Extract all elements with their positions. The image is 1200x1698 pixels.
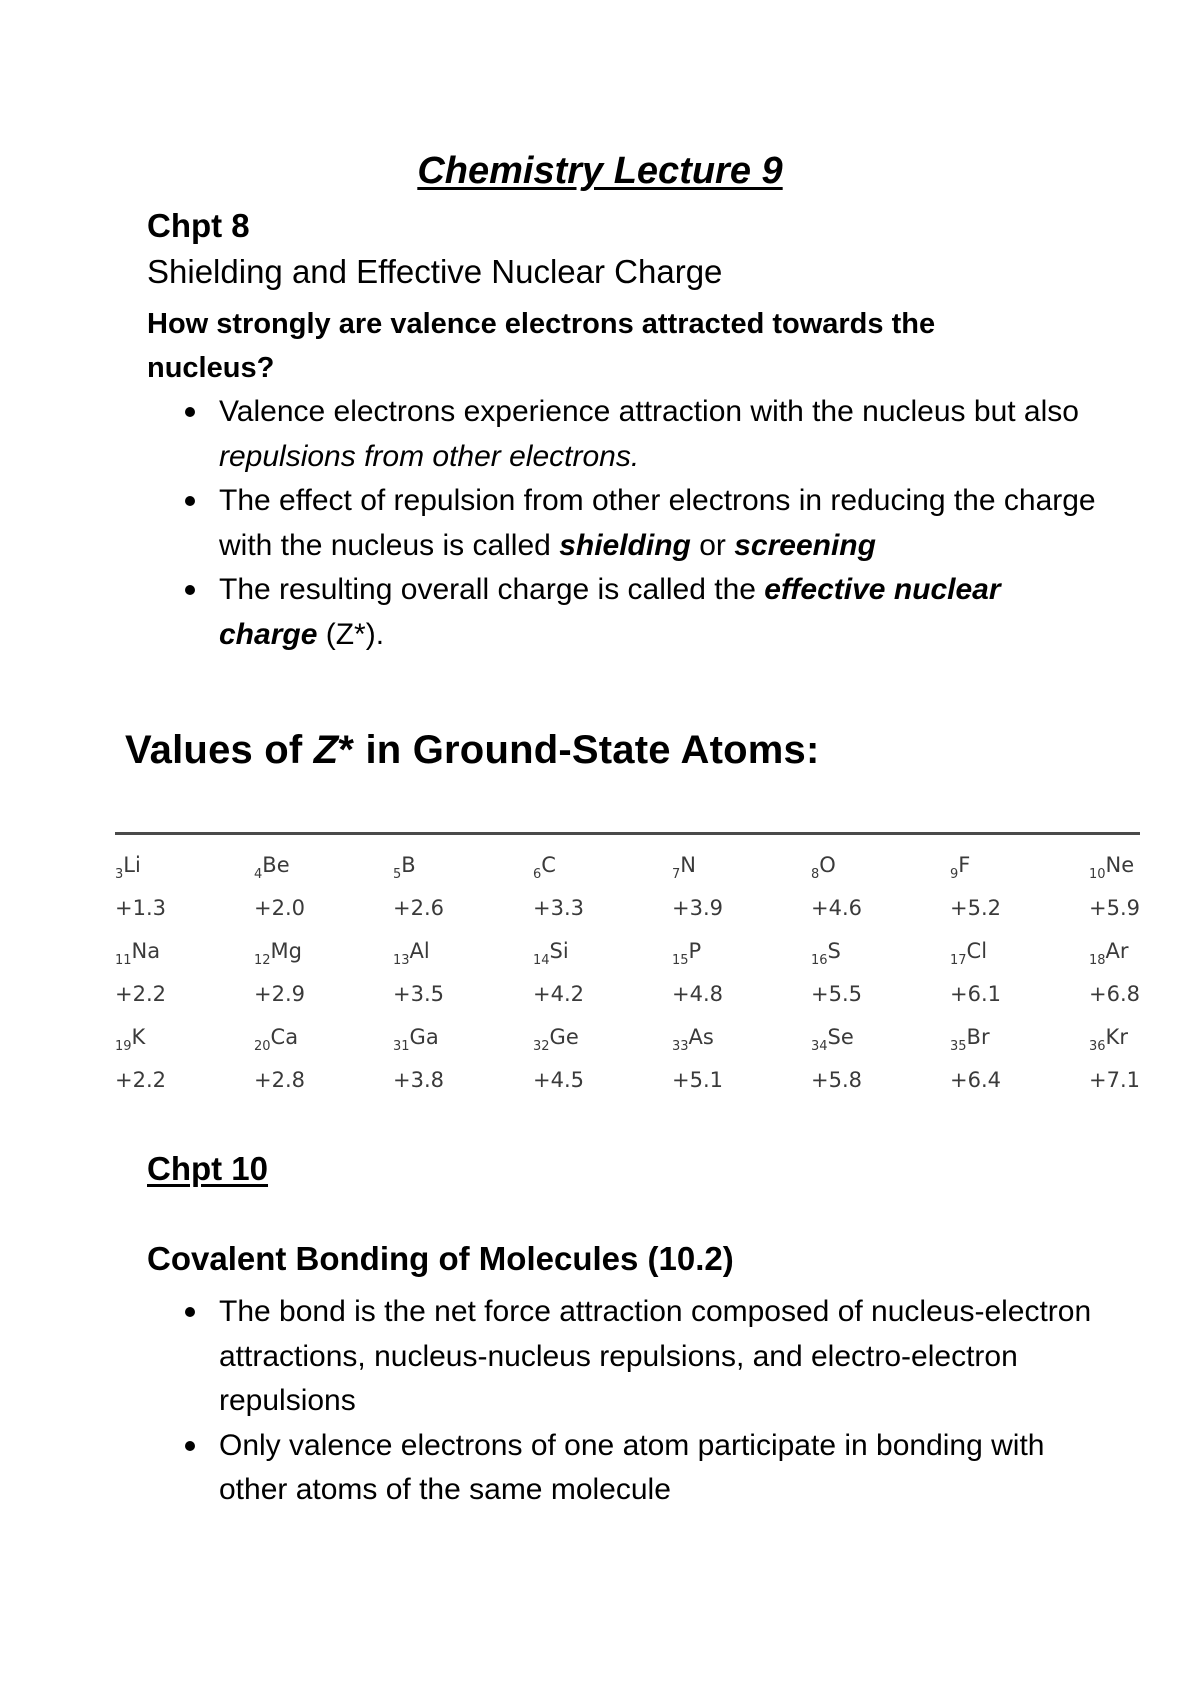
list-item [147, 568, 1097, 657]
element-symbol: Ne [1105, 853, 1135, 877]
term-shielding: shielding [559, 528, 691, 562]
bullet-text: Valence electrons experience attraction with the nucleus but also [219, 395, 1079, 428]
covalent-bonding-heading: Covalent Bonding of Molecules (10.2) [147, 1240, 734, 1277]
table-top-rule [115, 832, 1140, 835]
page-title: Chemistry Lecture 9 [417, 150, 783, 192]
element-symbol: Br [966, 1025, 990, 1049]
zstar-value-cell: +2.9 [254, 982, 305, 1006]
bullet-text: The effect of repulsion from other electrons in reducing the charge with the nucleus is called [219, 484, 1096, 562]
element-symbol: Ca [270, 1025, 299, 1049]
element-symbol: K [131, 1025, 146, 1049]
atomic-number: 13 [393, 953, 410, 968]
zstar-table-title [125, 728, 819, 773]
element-symbol-cell [1089, 853, 1134, 882]
bullet-text: The bond is the net force attraction composed of nucleus-electron attractions, nucleus-nucleus repulsions, and electro-electron repulsions [219, 1295, 1092, 1417]
element-symbol-cell [533, 939, 569, 968]
bullet-dot-icon [185, 496, 195, 506]
table-row [115, 1017, 1140, 1060]
element-symbol: S [827, 939, 841, 963]
element-symbol-cell [811, 1025, 854, 1054]
zstar-value-cell: +4.8 [672, 982, 723, 1006]
zstar-value-cell: +5.2 [950, 896, 1001, 920]
element-symbol-cell [393, 853, 416, 882]
table-row [115, 974, 1140, 1017]
element-symbol-cell [533, 1025, 579, 1054]
list-item [147, 1290, 1097, 1424]
element-symbol: N [680, 853, 696, 877]
list-item [147, 479, 1097, 568]
element-symbol-cell [115, 939, 160, 968]
element-symbol-cell [393, 1025, 439, 1054]
element-symbol: Al [409, 939, 430, 963]
element-symbol: Cl [966, 939, 988, 963]
zstar-value-cell: +3.3 [533, 896, 584, 920]
atomic-number: 31 [393, 1039, 410, 1054]
atomic-number: 19 [115, 1039, 132, 1054]
element-symbol-cell [1089, 939, 1129, 968]
element-symbol-cell [393, 939, 430, 968]
bullet-dot-icon [185, 1441, 195, 1451]
zstar-value-cell: +6.1 [950, 982, 1001, 1006]
atomic-number: 11 [115, 953, 132, 968]
term-effective-nuclear-charge: effective nuclear charge [219, 573, 1001, 651]
list-item [147, 390, 1097, 479]
table-row [115, 1060, 1140, 1103]
chapter-8-subheading: Shielding and Effective Nuclear Charge [147, 253, 723, 290]
atomic-number: 6 [533, 867, 542, 882]
chapter-8-bullet-list [147, 390, 1097, 657]
term-screening: screening [734, 528, 876, 562]
atomic-number: 35 [950, 1039, 967, 1054]
zstar-value-cell: +2.6 [393, 896, 444, 920]
element-symbol: Kr [1105, 1025, 1128, 1049]
zstar-table [115, 832, 1140, 1103]
element-symbol: Be [262, 853, 290, 877]
bullet-text: or [690, 528, 735, 562]
zstar-value-cell: +4.2 [533, 982, 584, 1006]
atomic-number: 15 [672, 953, 689, 968]
table-row [115, 931, 1140, 974]
bullet-text: Only valence electrons of one atom participate in bonding with other atoms of the same molecule [219, 1428, 1045, 1506]
atomic-number: 9 [950, 867, 959, 882]
element-symbol: Ga [409, 1025, 439, 1049]
bullet-dot-icon [185, 1307, 195, 1317]
atomic-number: 3 [115, 867, 124, 882]
element-symbol-cell [1089, 1025, 1128, 1054]
zstar-value-cell: +3.5 [393, 982, 444, 1006]
table-row [115, 888, 1140, 931]
atomic-number: 34 [811, 1039, 828, 1054]
element-symbol-cell [950, 939, 987, 968]
bullet-italic-text: repulsions from other electrons. [219, 439, 640, 473]
element-symbol-cell [672, 853, 696, 882]
element-symbol-cell [115, 1025, 145, 1054]
chapter-10-bullet-list [147, 1290, 1097, 1513]
atomic-number: 16 [811, 953, 828, 968]
element-symbol-cell [811, 939, 841, 968]
zstar-value-cell: +5.9 [1089, 896, 1140, 920]
table-row [115, 845, 1140, 888]
list-item [147, 1424, 1097, 1513]
zstar-value-cell: +2.2 [115, 982, 166, 1006]
atomic-number: 36 [1089, 1039, 1106, 1054]
atomic-number: 33 [672, 1039, 689, 1054]
element-symbol: P [688, 939, 702, 963]
atomic-number: 8 [811, 867, 820, 882]
element-symbol: Na [131, 939, 161, 963]
atomic-number: 5 [393, 867, 402, 882]
element-symbol: Ar [1105, 939, 1129, 963]
element-symbol: Se [827, 1025, 854, 1049]
chapter-8-heading: Chpt 8 [147, 207, 250, 244]
zstar-value-cell: +6.8 [1089, 982, 1140, 1006]
zstar-value-cell: +5.1 [672, 1068, 723, 1092]
zstar-value-cell: +2.0 [254, 896, 305, 920]
element-symbol: Li [123, 853, 141, 877]
element-symbol-cell [811, 853, 836, 882]
zstar-title-symbol: Z [313, 728, 339, 772]
atomic-number: 4 [254, 867, 263, 882]
zstar-value-cell: +2.8 [254, 1068, 305, 1092]
element-symbol-cell [254, 853, 290, 882]
bullet-text: The resulting overall charge is called the [219, 573, 765, 606]
zstar-value-cell: +1.3 [115, 896, 166, 920]
bullet-text: (Z*). [317, 617, 385, 651]
element-symbol: O [819, 853, 836, 877]
element-symbol-cell [254, 1025, 298, 1054]
atomic-number: 10 [1089, 867, 1106, 882]
zstar-value-cell: +3.8 [393, 1068, 444, 1092]
bullet-dot-icon [185, 585, 195, 595]
chapter-8-question: How strongly are valence electrons attracted towards the nucleus? [147, 308, 936, 384]
zstar-value-cell: +4.6 [811, 896, 862, 920]
bullet-dot-icon [185, 407, 195, 417]
element-symbol-cell [672, 1025, 714, 1054]
zstar-title-suffix: * in Ground-State Atoms: [338, 728, 820, 772]
zstar-value-cell: +3.9 [672, 896, 723, 920]
zstar-value-cell: +6.4 [950, 1068, 1001, 1092]
element-symbol-cell [672, 939, 701, 968]
element-symbol: Mg [270, 939, 302, 963]
element-symbol: F [958, 853, 971, 877]
zstar-value-cell: +5.5 [811, 982, 862, 1006]
element-symbol: C [541, 853, 556, 877]
chapter-10-heading: Chpt 10 [147, 1150, 269, 1187]
zstar-value-cell: +2.2 [115, 1068, 166, 1092]
atomic-number: 20 [254, 1039, 271, 1054]
element-symbol-cell [115, 853, 141, 882]
element-symbol-cell [254, 939, 302, 968]
zstar-title-prefix: Values of [125, 728, 314, 772]
zstar-value-cell: +4.5 [533, 1068, 584, 1092]
element-symbol-cell [950, 1025, 990, 1054]
element-symbol: B [401, 853, 416, 877]
element-symbol: Ge [549, 1025, 579, 1049]
atomic-number: 12 [254, 953, 271, 968]
atomic-number: 14 [533, 953, 550, 968]
atomic-number: 32 [533, 1039, 550, 1054]
element-symbol-cell [950, 853, 970, 882]
atomic-number: 17 [950, 953, 967, 968]
zstar-value-cell: +7.1 [1089, 1068, 1140, 1092]
element-symbol-cell [533, 853, 556, 882]
atomic-number: 18 [1089, 953, 1106, 968]
zstar-value-cell: +5.8 [811, 1068, 862, 1092]
atomic-number: 7 [672, 867, 681, 882]
element-symbol: Si [549, 939, 569, 963]
element-symbol: As [688, 1025, 714, 1049]
